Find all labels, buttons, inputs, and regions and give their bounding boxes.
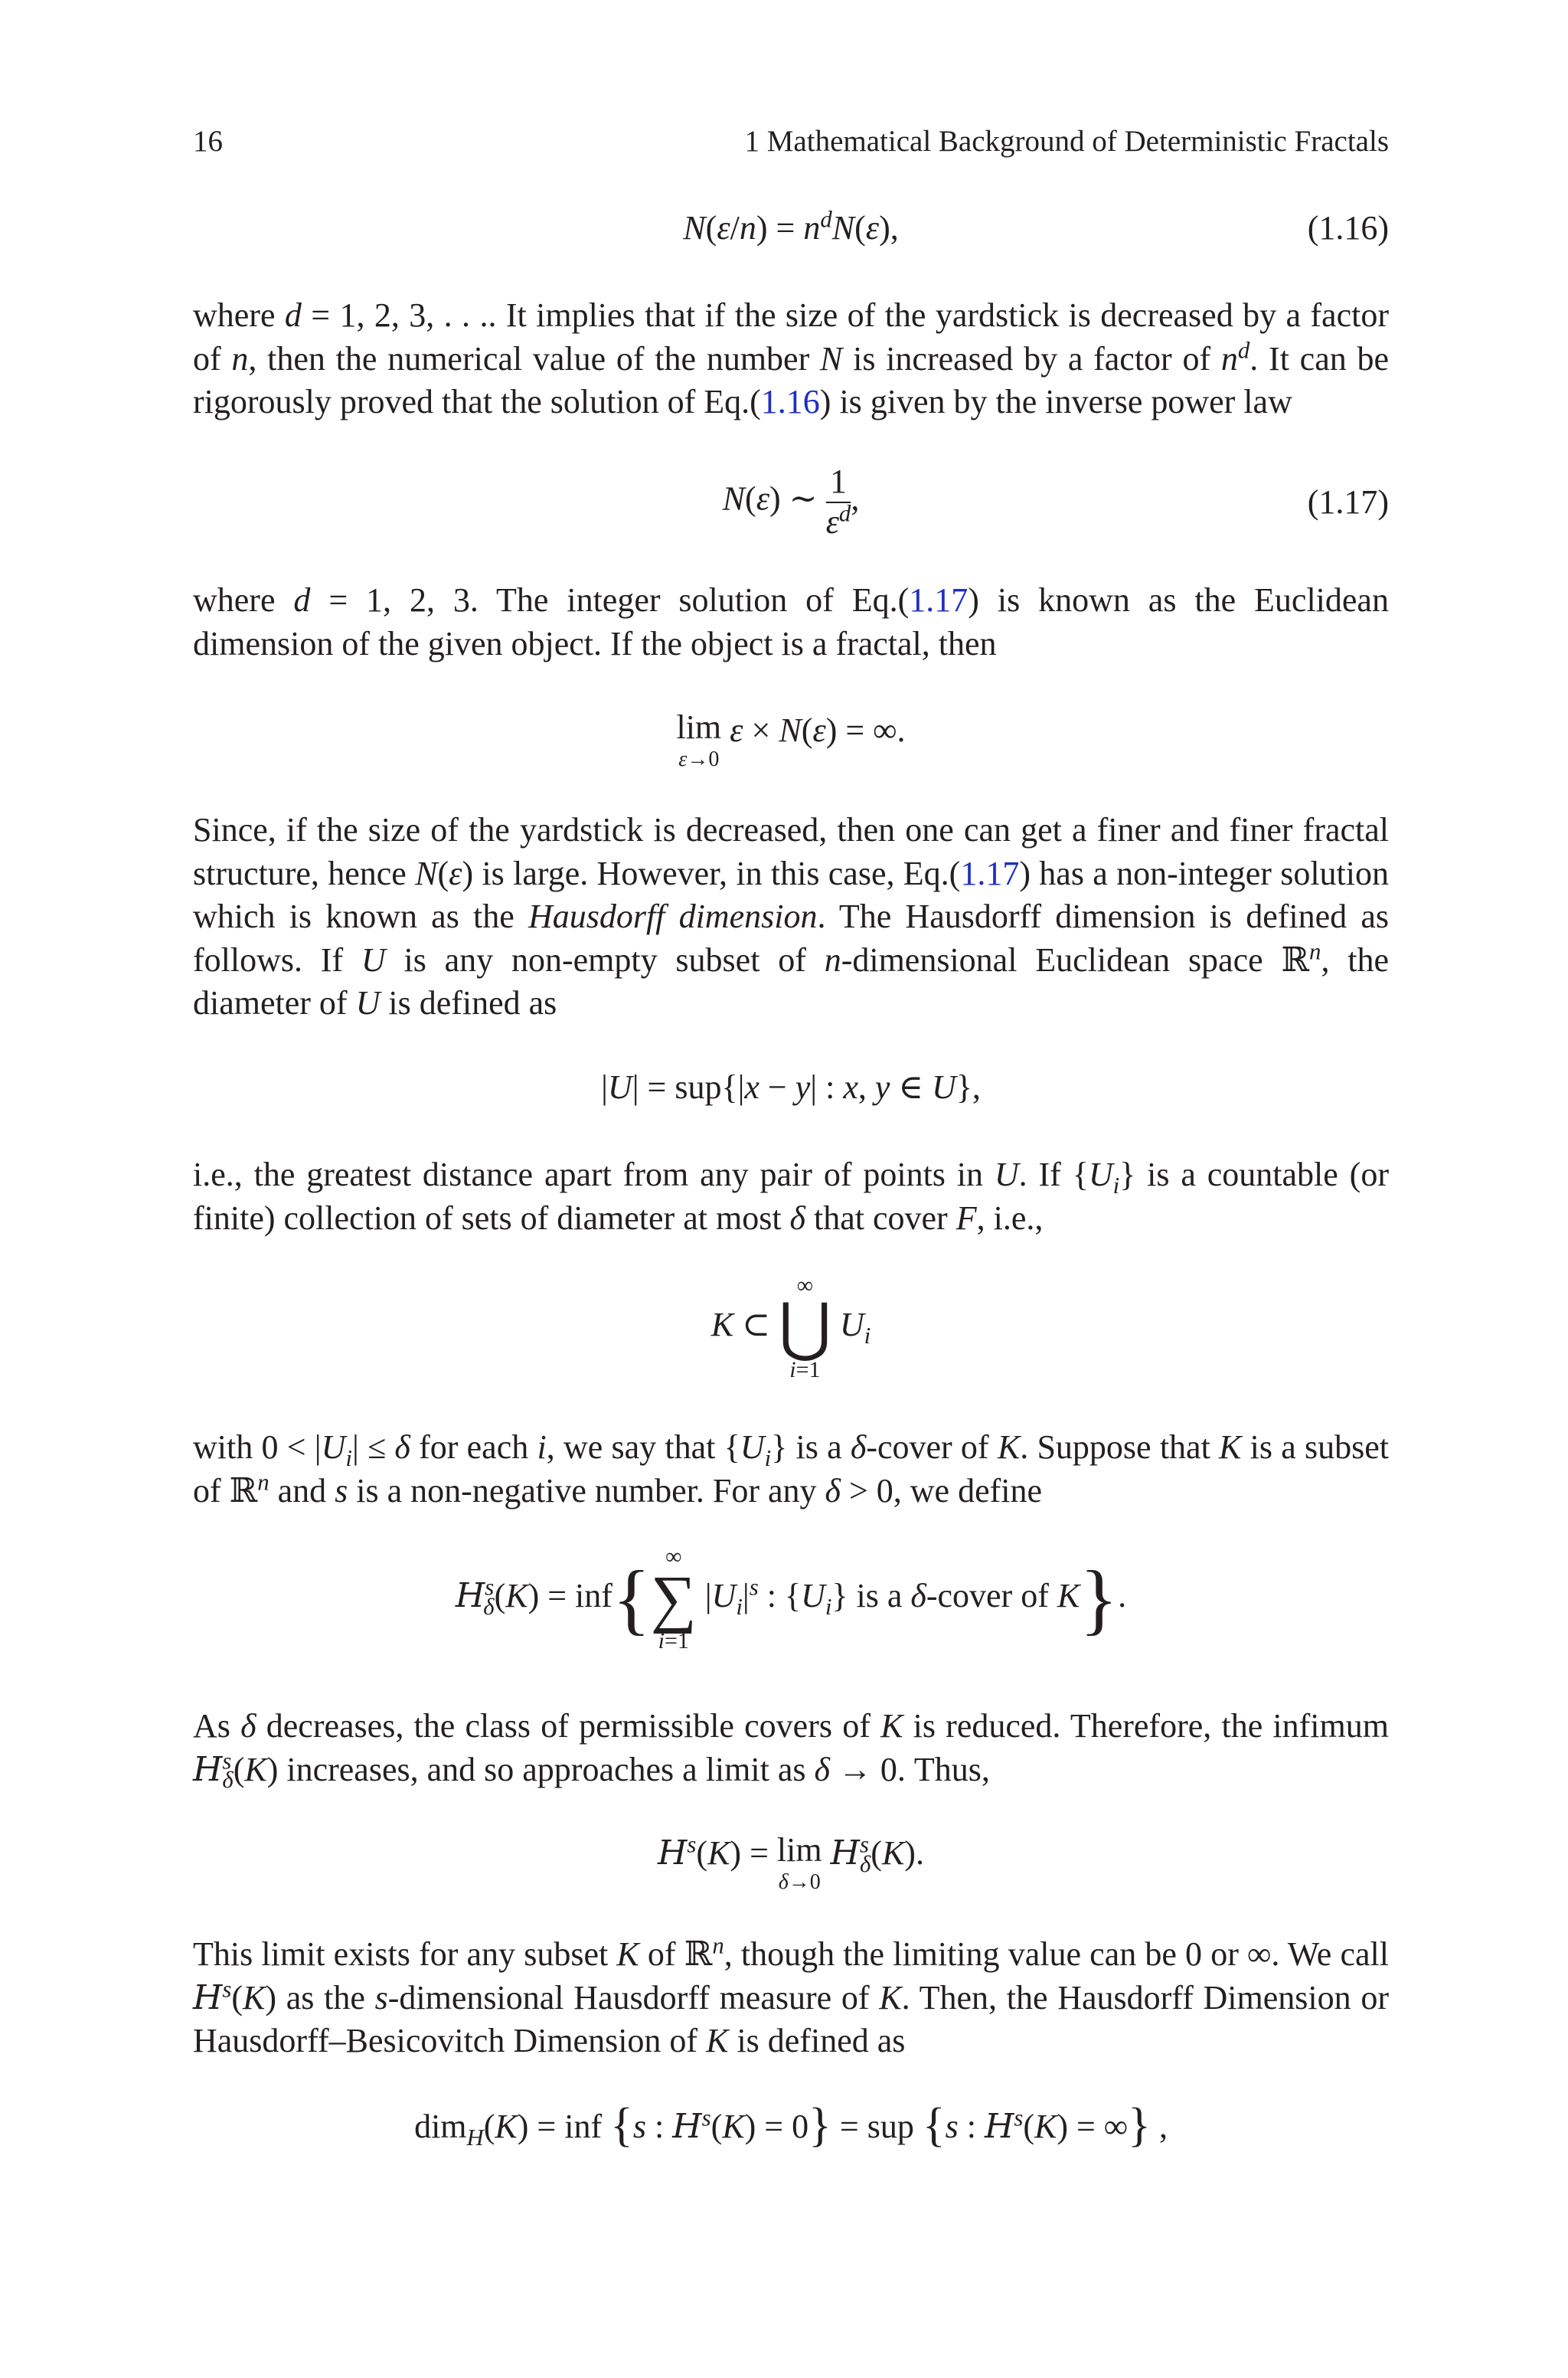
page-number: 16 (193, 125, 223, 158)
equation-reference-link[interactable]: 1.16 (760, 383, 820, 420)
equation-reference-link[interactable]: 1.17 (960, 854, 1020, 892)
paragraph-5: with $0 < |U_i| \le \delta$ for each i, we say that $\{U_i\}$ is a δ-cover of K. Suppose that K is a subset of ℝ$^n$ and s is a non-negative number. For any δ > 0, we define (193, 1428, 1390, 1510)
paragraph-3: Since, if the size of the yardstick is decreased, then one can get a finer and finer fractal structure, hence N(ε) is large. However, in this case, Eq.(1.17) has a non-integer solution which is known as the Hausdorff dimension. The Hausdorff dimension is defined as follows. If U is any non-empty subset of n-dimensional Euclidean space ℝ$^n$, the diameter of U is defined as (193, 811, 1389, 1022)
equation-number-1-16: (1.16) (1307, 209, 1389, 247)
paragraph-1: where d = 1, 2, 3, . . .. It implies that if the size of the yardstick is decreased by a factor of n, then the numerical value of the number N is increased by a factor of $n^d$. It can be rigorously proved that the solution of Eq.(1.16) is given by the inverse power law (193, 296, 1390, 420)
equation-number-1-17: (1.17) (1307, 483, 1389, 521)
paragraph-7: This limit exists for any subset K of ℝ$^n$, though the limiting value can be 0 or ∞. We call $H^s(K)$ as the s-dimensional Hausdorff measure of K. Then, the Hausdorff Dimension or Hausdorff–Besicovitch Dimension of K is defined as (193, 1932, 1390, 2059)
paragraph-6: As δ decreases, the class of permissible covers of K is reduced. Therefore, the infimum $H^s_\delta(K)$ increases, and so approaches a limit as δ → 0. Thus, (193, 1707, 1389, 1794)
equation-reference-link[interactable]: 1.17 (909, 581, 969, 619)
paragraph-2: where d = 1, 2, 3. The integer solution of Eq.(1.17) is known as the Euclidean dimension of the given object. If the object is a fractal, then (193, 581, 1389, 662)
chapter-title: 1 Mathematical Background of Deterministic Fractals (744, 125, 1389, 158)
paragraph-4: i.e., the greatest distance apart from any pair of points in U. If $\{U_i\}$ is a countable (or finite) collection of sets of diameter at most δ that cover F, i.e., (193, 1156, 1389, 1237)
